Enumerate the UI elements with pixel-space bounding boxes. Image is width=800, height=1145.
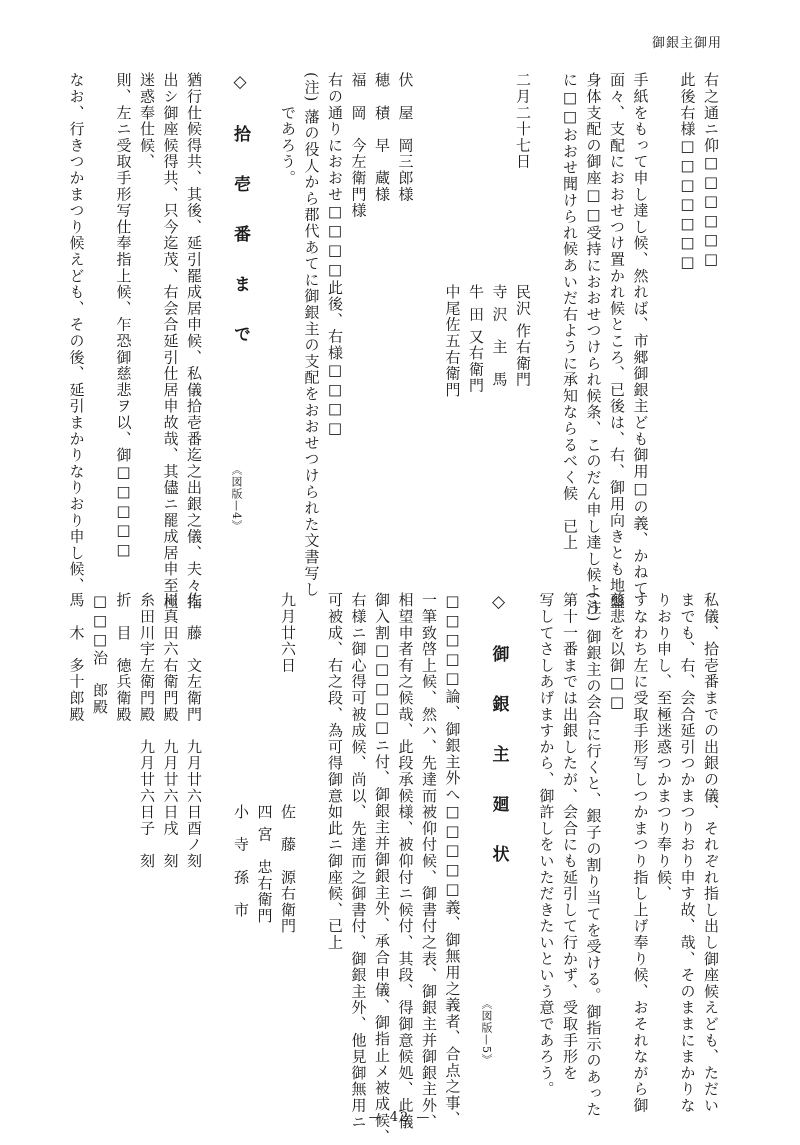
upper-text-column: 牛 田 又右衛門 (467, 72, 485, 394)
lower-text-column: 九月廿六日 佐 藤 源右衛門 (279, 592, 297, 935)
upper-text-column: 迷惑奉仕候、 (138, 72, 156, 170)
upper-text-column: 寺 沢 主 馬 (490, 72, 509, 388)
upper-text-column: 中尾佐五右衛門 (443, 72, 462, 398)
running-head: 御銀主御用 (651, 36, 722, 51)
lower-text-column: すなわち左に受取手形写しつかまつり指し上げ奉り候、おそれながら御 (631, 592, 650, 1114)
figure-ref-5: 《図版—5》 (480, 998, 493, 1066)
lower-text-column: りおり申し、至極迷惑つかまつり奉り候、 (655, 592, 673, 902)
lower-text-column: 私儀、拾壱番までの出銀の儀、それぞれ指し出し御座候えども、ただい (702, 592, 720, 1114)
lower-text-column: □□□□□論、御銀主外へ□□□□□義、御無用之義者、合点之事、 (443, 592, 462, 1128)
lower-text-column: 馬 木 多十郎殿 (67, 592, 86, 723)
upper-text-column: なお、行きつかまつり候えども、その後、延引まかりなりおり申し候、 (67, 72, 86, 594)
lower-text-column: □□□治 郎殿 (91, 592, 109, 716)
lower-text-column: 小 寺 孫 市 (232, 592, 250, 918)
upper-text-column: 猶行仕候得共、其後、延引罷成居申候、私儀拾壱番迄之出銀之儀、夫々指 (185, 72, 203, 610)
upper-text-column: 右の通りにおおせ□□□□此後、右様□□□□ (326, 72, 344, 439)
upper-text-column: (注) 藩の役人から郡代あてに御銀主の支配をおおせつけられた文書写し (302, 72, 321, 598)
lower-text-column: 慈悲を以御□□ (608, 592, 626, 713)
upper-text-column: であろう。 (279, 72, 297, 187)
lower-text-column: 川真田六右衛門殿 九月廿六日戌 刻 (161, 592, 180, 870)
upper-text-column: 右之通ニ仰□□□□□□ (702, 72, 720, 270)
lower-text-column: 相望申者有之候哉、此段承候様、被仰付ニ候付、其段、得御意候処、此儀 (396, 592, 415, 1130)
lower-text-column: 四 宮 忠右衛門 (255, 592, 274, 925)
upper-text-block (0, 72, 800, 616)
upper-text-column: 則、左ニ受取手形写仕奉指上候、乍恐御慈悲ヲ以、御□□□□□ (114, 72, 133, 560)
lower-text-column: 御入割□□□□□ニ付、御銀主并御銀主外、承合申儀、御指止メ被成候、 (373, 592, 391, 1145)
lower-text-column: 右様ニ御心得可被成候、尚以、先達而之御書付、御銀主外、他見御無用ニ (349, 592, 368, 1130)
upper-text-column: 福 岡 今左衛門様 (349, 72, 368, 219)
lower-text-column: ◇ 御 銀 主 廻 状 (488, 592, 509, 870)
lower-text-column: (注) 御銀主の会合に行くと、銀子の割り当てを受ける。御指示のあった (584, 592, 603, 1118)
lower-text-column: 一筆致啓上候、然ハ、先達而被仰付候、御書付之表、御銀主并御銀主外、 (420, 592, 438, 1130)
upper-text-column: ◇ 拾 壱 番 ま で (230, 72, 250, 350)
upper-text-column: 伏 屋 岡三郎様 (396, 72, 415, 203)
upper-text-column: 二月二十七日 民沢 作右衛門 (514, 72, 532, 388)
upper-text-column: 穂 積 早 蔵様 (373, 72, 391, 203)
upper-text-column: 身体支配の御座□□受持におおせつけられ候条、このだん申し達し候よう (584, 72, 603, 616)
lower-text-column: 折 目 徳兵衛殿 (114, 592, 133, 723)
figure-ref-4: 《図版—4》 (230, 464, 243, 532)
lower-text-column: 糸田川宇左衛門殿 九月廿六日子 刻 (138, 592, 156, 870)
lower-text-column: までも、右、会合延引つかまつりおり申す故、哉、そのままにまかりな (678, 592, 697, 1114)
upper-text-column: に□□おおせ聞けられ候あいだ右ように承知ならるべく候 已上 (561, 72, 579, 551)
lower-text-column: 佐 藤 文左衛門 九月廿六日酉ノ刻 (185, 592, 203, 870)
lower-text-column: 第十一番までは出銀したが、会合にも延引して行かず、受取手形を (561, 592, 579, 1081)
lower-text-column: 写してさしあげますから、御許しをいただきたいという意であろう。 (537, 592, 556, 1098)
upper-text-column: 此後右様□□□□□□□ (678, 72, 697, 273)
upper-text-column: 出シ御座候得共、只今迄茂、右会合延引仕居申故哉、其儘ニ罷成居申至極 (161, 72, 180, 610)
lower-text-column: 可被成、右之段、為可得御意如此ニ御座候、已上 (326, 592, 344, 951)
upper-text-column: 面々、支配におおせつけ置かれ候ところ、已後は、右、御用向きとも地盤 (608, 72, 626, 610)
page-number: — 42 — (368, 1110, 432, 1125)
upper-text-column: 手紙をもって申し達し候、然れば、市郷御銀主ども御用□の義、かねて (631, 72, 650, 597)
